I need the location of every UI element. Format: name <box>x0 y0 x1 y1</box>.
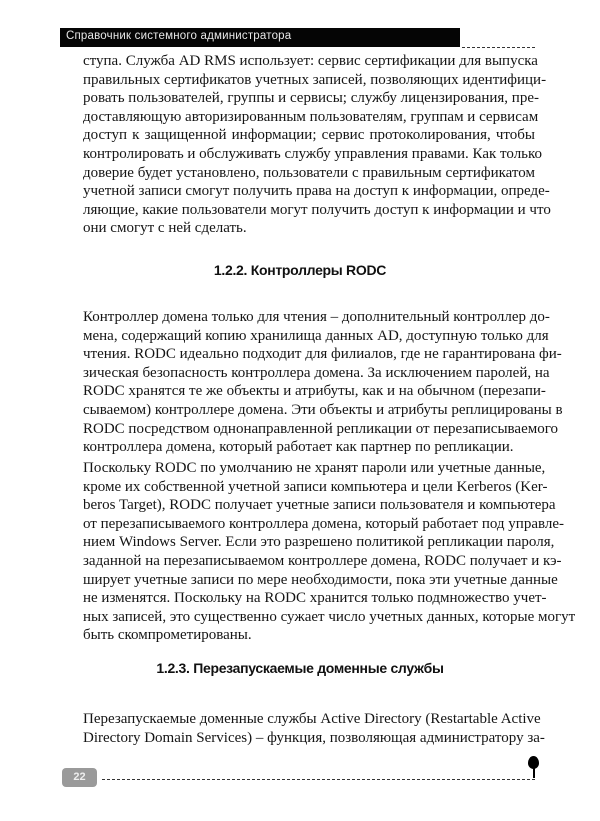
text-line: Directory Domain Services) – функция, позволяющая администратору за- <box>83 729 545 746</box>
text-line: правильных сертификатов учетных записей, позволяющих идентифици- <box>83 71 547 88</box>
text-line: Поскольку RODC по умолчанию не хранят пароли или учетные данные, <box>83 460 546 476</box>
section-heading-1-2-2: 1.2.2. Контроллеры RODC <box>213 262 387 278</box>
text-line: мена, содержащий копию хранилища данных AD, доступную только для <box>83 327 549 344</box>
text-line: от перезаписываемого контроллера домена, который работает под управле- <box>83 515 565 532</box>
text-line: ширует учетные записи по мере необходимости, пока эти учетные данные <box>83 571 558 588</box>
text-line: контролировать и обслуживать службу управления правами. Как только <box>83 145 543 162</box>
text-line: Контроллер домена только для чтения – дополнительный контроллер до- <box>83 309 550 325</box>
paragraph <box>83 710 545 747</box>
text-line: кроме их собственной учетной записи компьютера и цели Kerberos (Ker- <box>83 478 548 495</box>
text-line: нием Windows Server. Если это разрешено политикой репликации пароля, <box>83 534 555 551</box>
text-line: доставляющую авторизированным пользователям, группам и сервисам <box>83 108 539 125</box>
pin-icon <box>528 756 539 769</box>
text-line: сываемом) контроллере домена. Эти объекты и атрибуты реплицированы в <box>83 401 563 418</box>
text-line: они смогут с ней сделать. <box>83 220 247 237</box>
text-line: быть скомпрометированы. <box>83 627 252 644</box>
text-line: Перезапускаемые доменные службы Active Directory (Restartable Active <box>83 711 541 727</box>
paragraph <box>83 308 563 457</box>
text-line: ных записей, это существенно сужает число учетных данных, которые могут <box>83 608 576 625</box>
paragraph <box>83 52 551 238</box>
header-dotted-rule <box>462 47 535 48</box>
text-line: учетной записи смогут получить права на доступ к информации, опреде- <box>83 183 550 200</box>
running-title: Справочник системного администратора <box>66 30 292 42</box>
paragraph <box>83 459 576 645</box>
text-line: RODC хранятся те же объекты и атрибуты, как и на обычном (перезапи- <box>83 383 546 400</box>
text-line: ляющие, какие пользователи могут получить доступ к информации и что <box>83 201 551 218</box>
text-line: RODC посредством однонаправленной репликации от перезаписываемого <box>83 420 559 437</box>
text-line: чтения. RODC идеально подходит для филиалов, где не гарантирована фи- <box>83 346 562 363</box>
text-line: заданной на перезаписываемом контроллере домена, RODC получает и кэ- <box>83 552 562 569</box>
text-line: ступа. Служба AD RMS использует: сервис сертификации для выпуска <box>83 53 538 69</box>
text-line: не изменятся. Поскольку на RODC хранится только подмножество учет- <box>83 590 547 607</box>
text-line: доступ к защищенной информации; сервис протоколирования, чтобы <box>83 127 535 144</box>
text-line: контроллера домена, который работает как партнер по репликации. <box>83 439 514 456</box>
running-header <box>60 28 460 47</box>
section-heading-1-2-3: 1.2.3. Перезапускаемые доменные службы <box>156 660 444 676</box>
text-line: beros Target), RODC получает учетные записи пользователя и компьютера <box>83 497 556 514</box>
footer-dotted-rule <box>102 779 535 780</box>
text-line: зическая безопасность контроллера домена. За исключением паролей, на <box>83 364 550 381</box>
text-line: ровать пользователей, группы и сервисы; службу лицензирования, пре- <box>83 90 539 107</box>
text-line: доверие будет установлено, пользователи с правильным сертификатом <box>83 164 535 181</box>
page-number: 22 <box>62 768 97 787</box>
